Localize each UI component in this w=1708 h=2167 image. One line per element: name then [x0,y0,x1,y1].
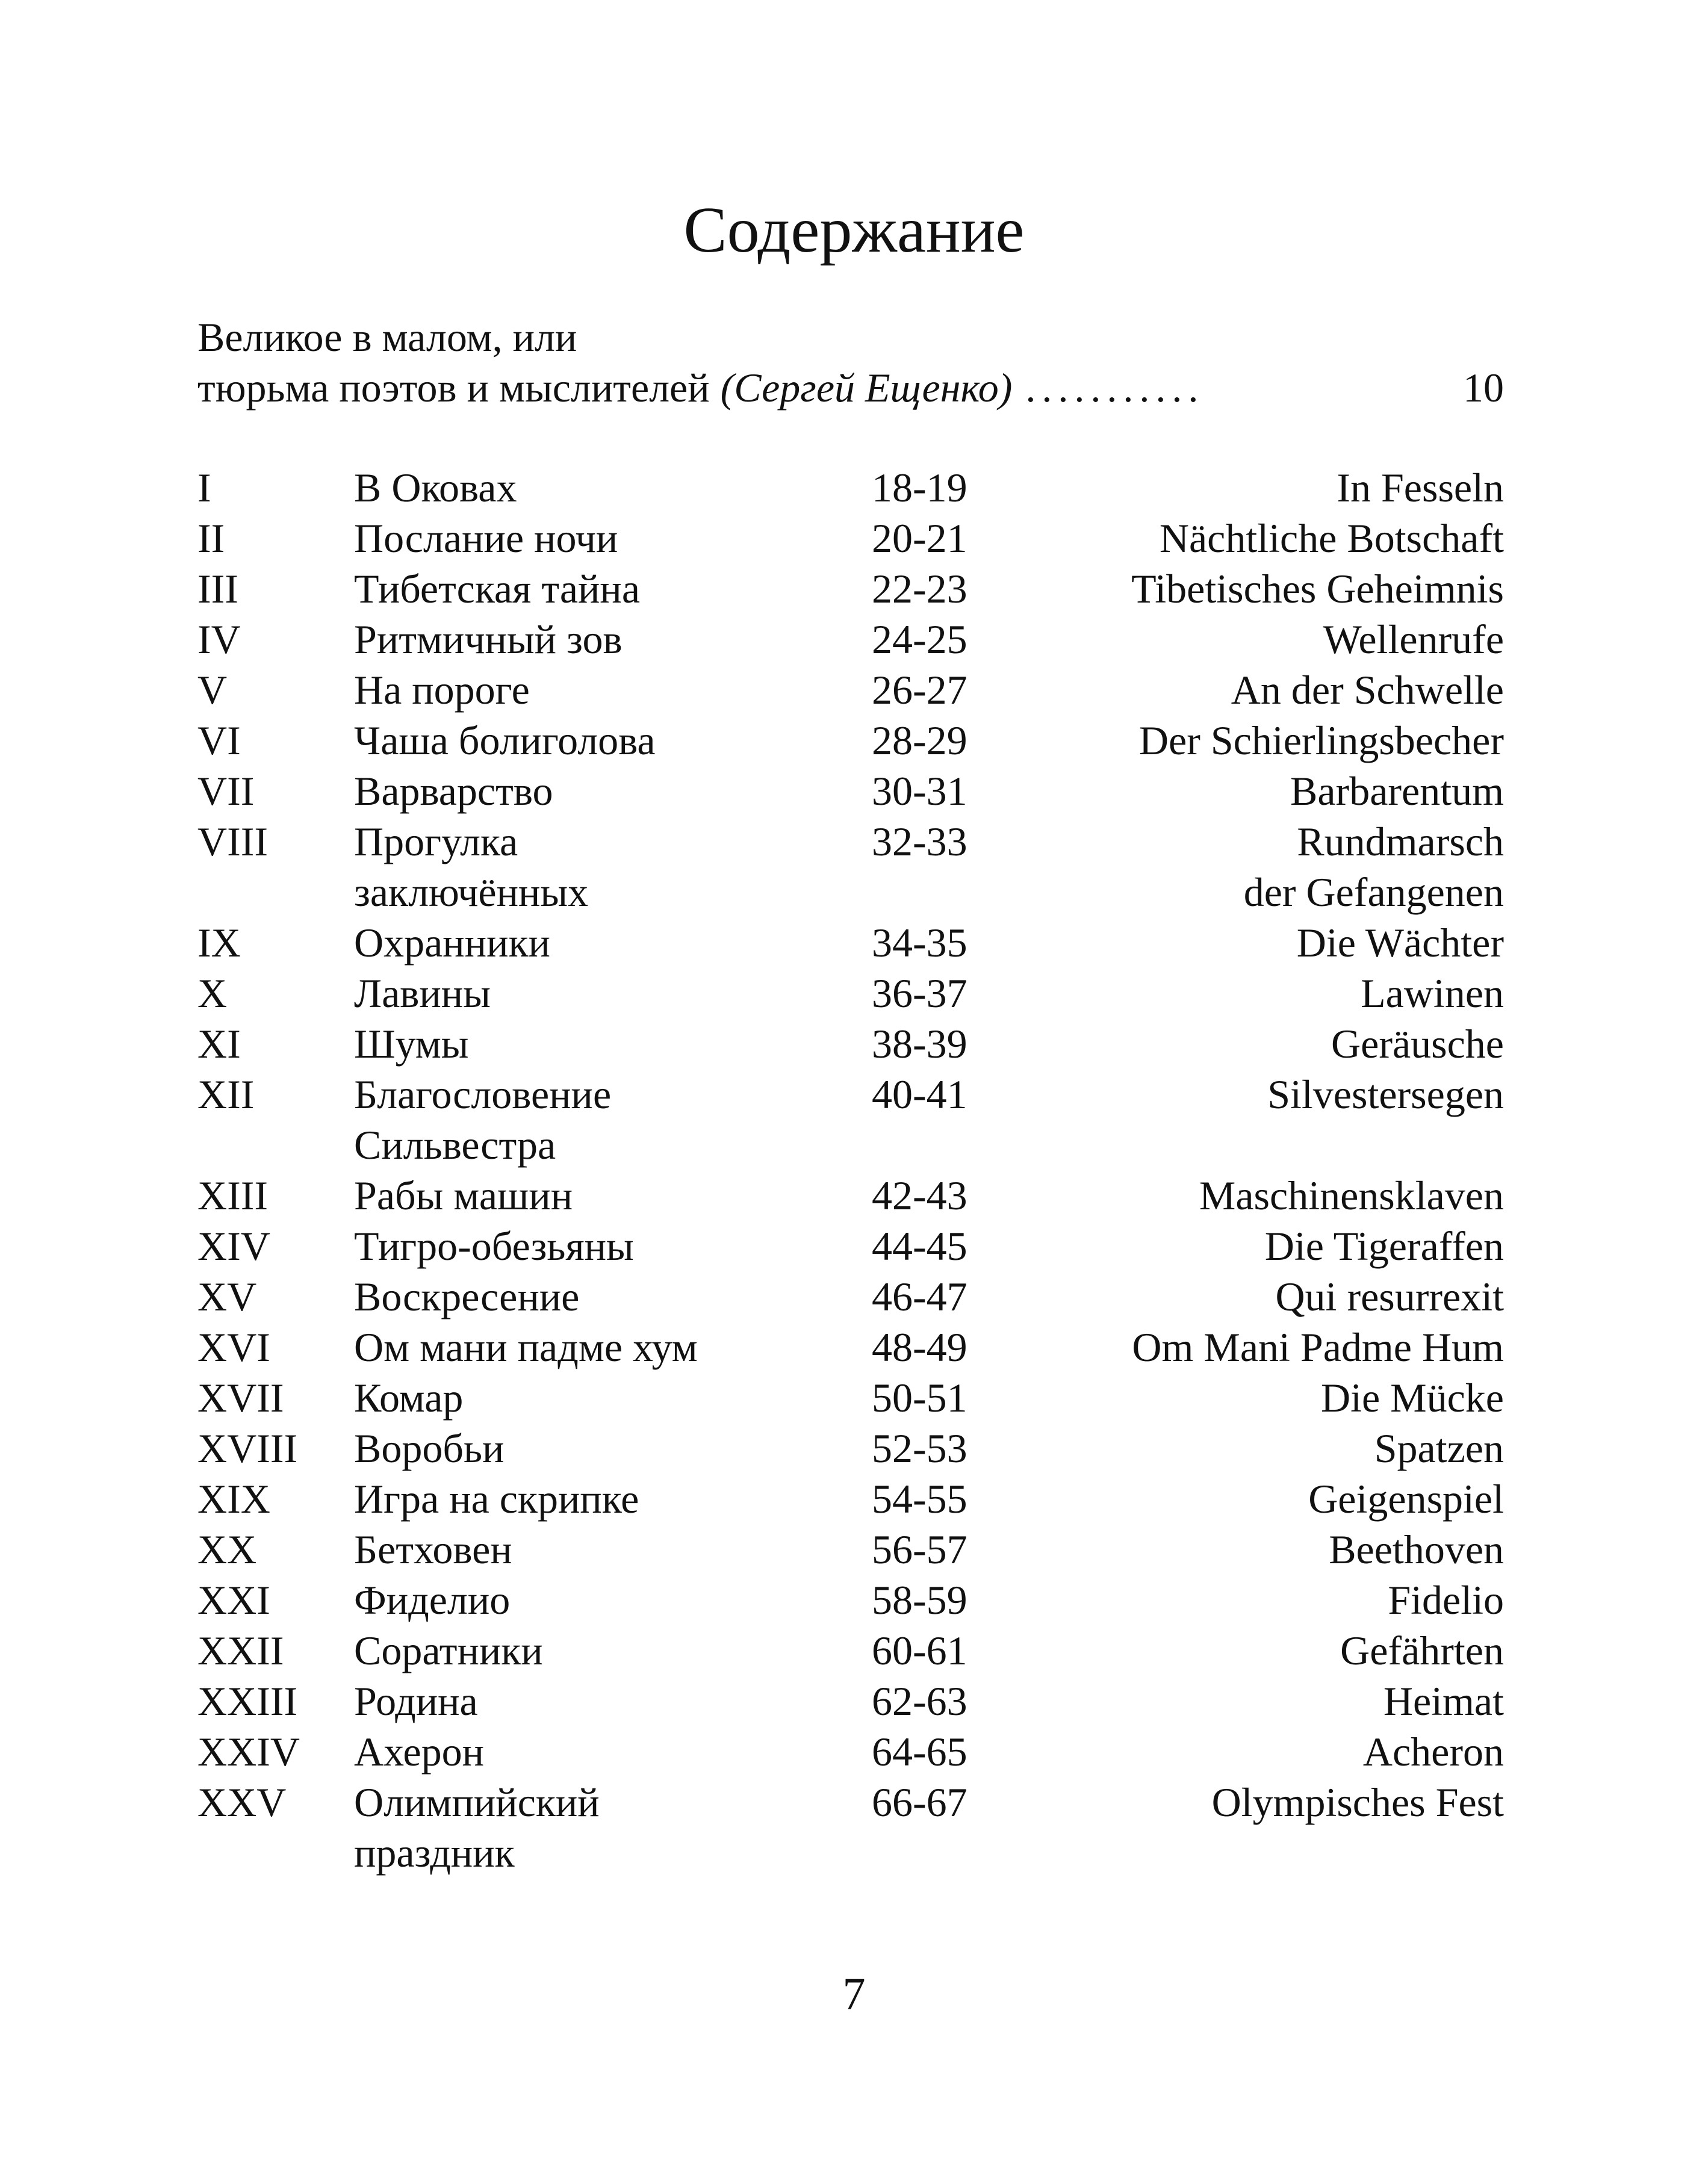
page-number: 7 [842,1969,866,2020]
toc-russian-title-line: Благословение [354,1071,612,1117]
intro-title-text: тюрьма поэтов и мыслителей [197,365,710,411]
toc-german-title [1016,1271,1504,1322]
toc-page-range: 24-25 [872,616,967,662]
toc-russian-title-line: Воробьи [354,1425,505,1471]
intro-leader-dots: ........... [1025,365,1205,411]
toc-roman-numeral: XII [197,1071,255,1117]
toc-row [197,1170,1504,1221]
toc-russian-title-line: Фиделио [354,1577,511,1623]
toc-row [197,462,1504,513]
toc-roman-numeral: IV [197,616,241,662]
toc-german-title-line: An der Schwelle [1231,667,1504,713]
toc-german-title-line: Om Mani Padme Hum [1132,1324,1504,1370]
toc-german-title-line: Der Schierlingsbecher [1138,718,1504,763]
toc-page-range: 66-67 [872,1779,967,1825]
toc-russian-title [354,1170,872,1221]
toc-russian-title [354,968,872,1018]
toc-german-title-line: Barbarentum [1290,768,1504,814]
toc-russian-title [354,563,872,614]
toc-row [197,665,1504,715]
toc-russian-title [354,1726,872,1777]
toc-russian-title [354,1221,872,1271]
toc-roman-numeral: XIII [197,1173,269,1218]
toc-russian-title [354,1372,872,1423]
toc-page-range: 62-63 [872,1678,967,1724]
toc-russian-title-line: Сильвестра [354,1122,556,1168]
toc-row [197,614,1504,665]
toc-russian-title-line: Варварство [354,768,553,814]
toc-page-range: 20-21 [872,515,967,561]
toc-russian-title-line: На пороге [354,667,530,713]
toc-roman-numeral: XVII [197,1375,284,1421]
toc-roman-numeral: XXII [197,1628,284,1673]
toc-page-range: 26-27 [872,667,967,713]
toc-german-title-line: Fidelio [1388,1577,1504,1623]
toc-roman-numeral: VII [197,768,255,814]
toc-russian-title-line: праздник [354,1830,515,1876]
toc-row [197,968,1504,1018]
toc-german-title [1016,1322,1504,1372]
toc-german-title [1016,917,1504,968]
toc-roman-numeral: VIII [197,819,269,864]
toc-russian-title [354,1777,872,1878]
toc-page-range: 52-53 [872,1425,967,1471]
toc-page-range: 44-45 [872,1223,967,1269]
toc-russian-title [354,1271,872,1322]
toc-roman-numeral: XI [197,1021,241,1067]
toc-roman-numeral: XV [197,1274,257,1319]
toc-row [197,1575,1504,1625]
toc-roman-numeral: VI [197,718,241,763]
toc-page-range: 42-43 [872,1173,967,1218]
toc-german-title-line: Olympisches Fest [1211,1779,1504,1825]
toc-german-title-line: Geigenspiel [1308,1476,1504,1522]
toc-russian-title [354,513,872,563]
toc-german-title-line: Nächtliche Botschaft [1159,515,1504,561]
toc-page-range: 46-47 [872,1274,967,1319]
toc-russian-title-line: Соратники [354,1628,543,1673]
toc-russian-title-line: Охранники [354,920,550,966]
toc-russian-title-line: Бетховен [354,1527,512,1572]
toc-german-title [1016,1676,1504,1726]
toc-page-range: 40-41 [872,1071,967,1117]
toc-russian-title [354,715,872,766]
page-title: Содержание [683,194,1025,266]
toc-russian-title [354,917,872,968]
toc-german-title [1016,462,1504,513]
toc-row [197,816,1504,917]
toc-page-range: 22-23 [872,566,967,612]
toc-german-title-line: Die Mücke [1320,1375,1504,1421]
toc-russian-title [354,816,872,917]
toc-russian-title [354,766,872,816]
toc-russian-title-line: Тигро-обезьяны [354,1223,634,1269]
toc-german-title [1016,563,1504,614]
toc-german-title [1016,968,1504,1018]
toc-german-title [1016,1423,1504,1474]
toc-row [197,1524,1504,1575]
toc-german-title [1016,1625,1504,1676]
toc-german-title-line: Lawinen [1361,970,1504,1016]
toc-roman-numeral: XVI [197,1324,270,1370]
toc-page-range: 48-49 [872,1324,967,1370]
toc-row [197,1726,1504,1777]
table-of-contents [197,462,1504,1878]
toc-page-range: 56-57 [872,1527,967,1572]
toc-russian-title-line: Олимпийский [354,1779,600,1825]
toc-row [197,1777,1504,1878]
toc-german-title-line: Maschinensklaven [1199,1173,1504,1218]
toc-german-title [1016,1069,1504,1120]
toc-row [197,1069,1504,1170]
toc-russian-title [354,1625,872,1676]
toc-russian-title-line: Комар [354,1375,464,1421]
toc-roman-numeral: XXI [197,1577,270,1623]
toc-roman-numeral: XVIII [197,1425,298,1471]
toc-page-range: 36-37 [872,970,967,1016]
toc-page-range: 34-35 [872,920,967,966]
toc-german-title-line: Tibetisches Geheimnis [1131,566,1504,612]
toc-row [197,1423,1504,1474]
toc-german-title-line: Gefährten [1340,1628,1504,1673]
toc-roman-numeral: XX [197,1527,257,1572]
toc-page-range: 30-31 [872,768,967,814]
toc-roman-numeral: XXIII [197,1678,298,1724]
toc-german-title-line: Qui resurrexit [1275,1274,1504,1319]
toc-page-range: 38-39 [872,1021,967,1067]
toc-german-title [1016,1524,1504,1575]
toc-german-title-line: Spatzen [1374,1425,1504,1471]
toc-russian-title [354,1069,872,1170]
toc-german-title [1016,1018,1504,1069]
toc-german-title [1016,1575,1504,1625]
toc-roman-numeral: IX [197,920,241,966]
toc-russian-title [354,665,872,715]
toc-german-title-line: Acheron [1362,1729,1504,1775]
toc-russian-title-line: Прогулка [354,819,518,864]
toc-page-range: 50-51 [872,1375,967,1421]
toc-roman-numeral: XXIV [197,1729,300,1775]
toc-german-title [1016,513,1504,563]
toc-russian-title [354,614,872,665]
toc-russian-title [354,462,872,513]
toc-roman-numeral: III [197,566,238,612]
toc-russian-title-line: Ом мани падме хум [354,1324,698,1370]
toc-german-title-line: Die Tigeraffen [1264,1223,1504,1269]
toc-roman-numeral: XIX [197,1476,270,1522]
toc-row [197,1221,1504,1271]
toc-row [197,1322,1504,1372]
toc-russian-title-line: заключённых [354,869,589,915]
toc-german-title-line: Silvestersegen [1267,1071,1504,1117]
toc-row [197,563,1504,614]
toc-page-range: 54-55 [872,1476,967,1522]
toc-row [197,513,1504,563]
toc-page-range: 64-65 [872,1729,967,1775]
toc-russian-title [354,1524,872,1575]
toc-russian-title-line: Тибетская тайна [354,566,641,612]
toc-german-title-line: Rundmarsch [1297,819,1504,864]
toc-row [197,766,1504,816]
toc-german-title-line: Die Wächter [1296,920,1504,966]
toc-german-title-line: In Fesseln [1337,465,1504,510]
toc-german-title [1016,1726,1504,1777]
toc-german-title [1016,665,1504,715]
toc-german-title [1016,1372,1504,1423]
toc-russian-title-line: Чаша болиголова [354,718,656,763]
toc-row [197,1676,1504,1726]
toc-row [197,1372,1504,1423]
intro-entry [197,312,1504,413]
toc-russian-title [354,1423,872,1474]
toc-german-title [1016,1221,1504,1271]
toc-roman-numeral: V [197,667,228,713]
intro-title-line1: Великое в малом, или [197,314,577,360]
toc-row [197,917,1504,968]
toc-page-range: 60-61 [872,1628,967,1673]
toc-russian-title-line: В Оковах [354,465,517,510]
intro-page: 10 [1463,365,1504,411]
toc-german-title [1016,1474,1504,1524]
toc-russian-title-line: Ахерон [354,1729,484,1775]
toc-russian-title [354,1018,872,1069]
toc-german-title-line: Heimat [1383,1678,1504,1724]
toc-page-range: 58-59 [872,1577,967,1623]
toc-german-title [1016,1170,1504,1221]
toc-russian-title [354,1474,872,1524]
toc-page-range: 18-19 [872,465,967,510]
toc-russian-title [354,1676,872,1726]
toc-russian-title-line: Шумы [354,1021,469,1067]
toc-roman-numeral: II [197,515,225,561]
toc-russian-title-line: Рабы машин [354,1173,573,1218]
toc-russian-title [354,1322,872,1372]
toc-row [197,1474,1504,1524]
toc-page-range: 32-33 [872,819,967,864]
intro-author: (Сергей Ещенко) [720,365,1013,411]
intro-title-line2 [197,362,1504,413]
toc-russian-title-line: Лавины [354,970,491,1016]
toc-german-title [1016,715,1504,766]
toc-german-title-line: Geräusche [1331,1021,1504,1067]
toc-russian-title-line: Игра на скрипке [354,1476,639,1522]
toc-roman-numeral: X [197,970,228,1016]
toc-russian-title-line: Ритмичный зов [354,616,623,662]
toc-page-range: 28-29 [872,718,967,763]
toc-german-title [1016,766,1504,816]
toc-row [197,1271,1504,1322]
toc-german-title-line: Wellenrufe [1323,616,1504,662]
toc-german-title-line: Beethoven [1329,1527,1504,1572]
toc-row [197,1018,1504,1069]
toc-russian-title-line: Воскресение [354,1274,580,1319]
toc-roman-numeral: XIV [197,1223,270,1269]
toc-row [197,715,1504,766]
toc-roman-numeral: XXV [197,1779,287,1825]
toc-russian-title [354,1575,872,1625]
toc-roman-numeral: I [197,465,211,510]
toc-german-title [1016,816,1504,917]
toc-russian-title-line: Родина [354,1678,478,1724]
toc-german-title [1016,1777,1504,1828]
toc-russian-title-line: Послание ночи [354,515,618,561]
toc-german-title-line: der Gefangenen [1243,869,1504,915]
toc-row [197,1625,1504,1676]
toc-german-title [1016,614,1504,665]
